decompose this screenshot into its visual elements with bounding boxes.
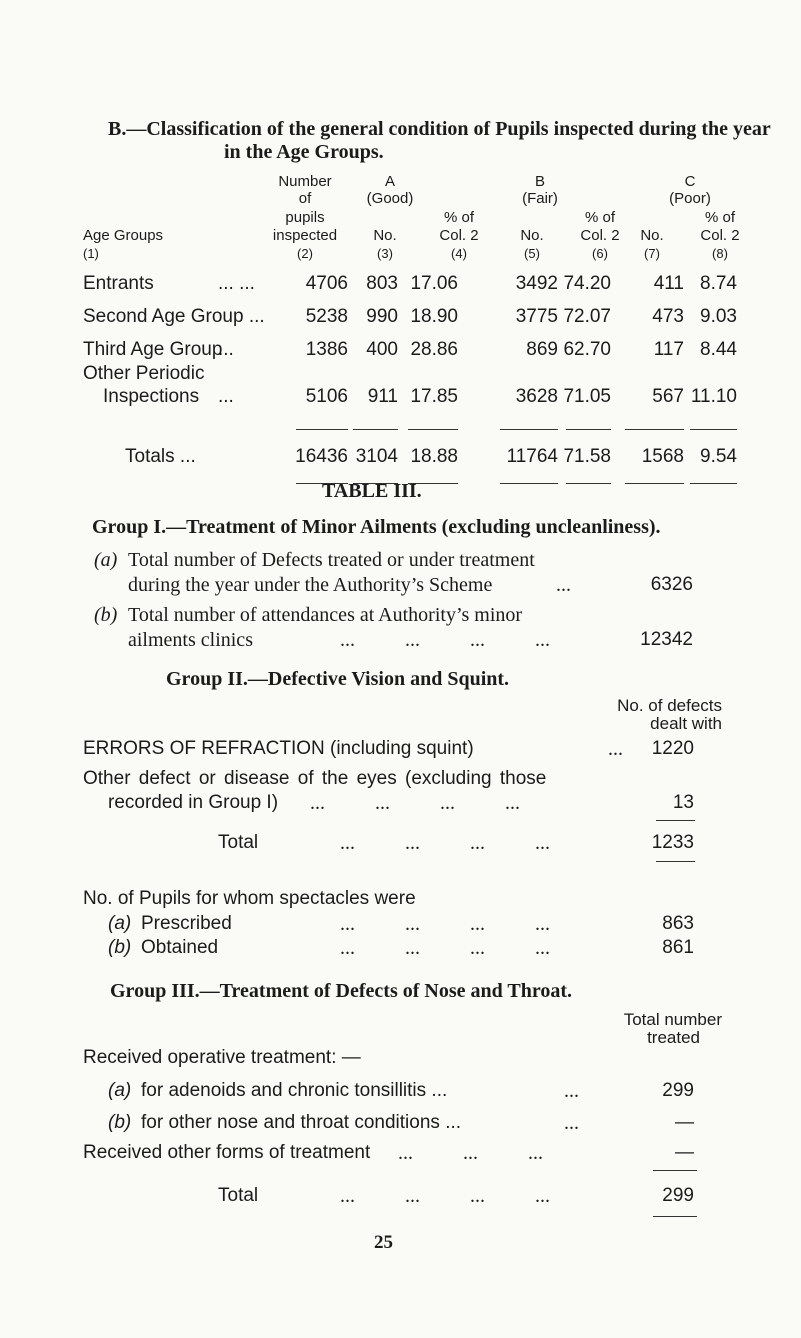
rule-above-totals (353, 429, 398, 430)
table-cell: 28.86 (410, 339, 458, 360)
table-cell: 117 (653, 339, 684, 360)
group2-other-dots: ... ... ... ... (310, 792, 520, 814)
table-cell: 3628 (515, 386, 558, 407)
table-cell: 4706 (305, 273, 348, 294)
header-b-pct-l1: % of (584, 209, 615, 226)
group2-total-dots: ... ... ... ... (340, 832, 550, 854)
group3-adenoids-label: for adenoids and chronic tonsillitis ... (141, 1080, 448, 1101)
header-col7: (7) (644, 246, 660, 261)
group2-obtained-label: Obtained (141, 937, 219, 958)
group3-total-dots: ... ... ... ... (340, 1185, 550, 1207)
group2-prescribed-dots: ... ... ... ... (340, 913, 550, 935)
table-cell: 18.90 (410, 306, 458, 327)
totals-cell: 71.58 (563, 446, 611, 467)
group3-heading: Group III.—Treatment of Defects of Nose and Throat. (110, 980, 573, 1002)
header-a-no: No. (373, 227, 397, 244)
group3-col-header-l1: Total number (623, 1010, 722, 1029)
header-age-groups-num: (1) (83, 246, 99, 261)
totals-label: Totals ... (125, 446, 196, 467)
group3-total-value: 299 (662, 1185, 694, 1206)
group2-other-line1: Other defect or disease of the eyes (excluding those (83, 768, 547, 789)
header-a-pct-l2: Col. 2 (439, 227, 479, 244)
group3-other-value: — (675, 1112, 694, 1133)
header-c-l1: C (684, 173, 696, 190)
header-b-l1: B (534, 173, 545, 190)
group1-b-marker: (b) (94, 604, 118, 626)
table-cell: 869 (526, 339, 558, 360)
group3-received-operative: Received operative treatment: — (83, 1047, 361, 1068)
table-cell: 17.85 (410, 386, 458, 407)
header-c-pct-l2: Col. 2 (700, 227, 740, 244)
row-dots: ... (218, 339, 234, 360)
group3-other-marker: (b) (108, 1112, 132, 1133)
table-cell: 1386 (305, 339, 348, 360)
group2-prescribed-marker: (a) (108, 913, 132, 934)
row-label: Third Age Group (83, 339, 223, 360)
totals-cell: 16436 (295, 446, 348, 467)
group1-a-line2: during the year under the Authority’s Scheme (128, 574, 493, 596)
group3-other-label: for other nose and throat conditions ... (141, 1112, 462, 1133)
header-number-l2: of (298, 190, 312, 207)
header-col5: (5) (524, 246, 540, 261)
table-cell: 9.03 (700, 306, 737, 327)
group2-col-header-l2: dealt with (650, 714, 722, 733)
totals-cell: 1568 (641, 446, 684, 467)
group3-total-rule (653, 1216, 697, 1217)
table-cell: 71.05 (563, 386, 611, 407)
group2-total-value: 1233 (651, 832, 694, 853)
row-label: Other Periodic (83, 363, 205, 384)
rule-above-totals (690, 429, 737, 430)
rule-below-totals (566, 483, 611, 484)
header-c-no: No. (640, 227, 664, 244)
group2-heading: Group II.—Defective Vision and Squint. (166, 668, 510, 690)
rule-above-totals (296, 429, 348, 430)
group2-other-line2: recorded in Group I) (108, 792, 279, 813)
header-number-num: (2) (297, 246, 313, 261)
page-number: 25 (374, 1232, 393, 1253)
header-col6: (6) (592, 246, 608, 261)
table-cell: 72.07 (563, 306, 611, 327)
group3-total-label: Total (218, 1185, 259, 1206)
group1-b-value: 12342 (640, 629, 693, 650)
rule-above-totals (500, 429, 558, 430)
group2-obtained-marker: (b) (108, 937, 132, 958)
header-b-pct-l2: Col. 2 (580, 227, 620, 244)
header-number-l4: inspected (272, 227, 338, 244)
group2-spectacles-heading: No. of Pupils for whom spectacles were (83, 888, 416, 909)
section-b-title-line1: B.—Classification of the general condition of Pupils inspected during the year (108, 118, 771, 140)
rule-above-totals (408, 429, 458, 430)
rule-below-totals (500, 483, 558, 484)
header-col3: (3) (377, 246, 393, 261)
header-c-pct-l1: % of (704, 209, 735, 226)
group1-b-dots: ... ... ... ... (340, 629, 550, 651)
group2-obtained-value: 861 (662, 937, 694, 958)
group1-b-line2: ailments clinics (128, 629, 253, 651)
table-cell: 400 (366, 339, 398, 360)
rule-above-totals (625, 429, 684, 430)
row-dots: ... (218, 386, 234, 407)
group2-col-header-l1: No. of defects (617, 696, 722, 715)
header-c-l2: (Poor) (669, 190, 711, 207)
table-cell: 3775 (515, 306, 558, 327)
totals-cell: 11764 (506, 446, 558, 467)
table-cell: 990 (366, 306, 398, 327)
rule-below-totals (625, 483, 684, 484)
header-number-l1: Number (278, 173, 332, 190)
table-cell: 8.74 (700, 273, 737, 294)
rule-above-totals (566, 429, 611, 430)
group1-a-value: 6326 (650, 574, 693, 595)
totals-cell: 3104 (355, 446, 398, 467)
group3-other-dots: ... (564, 1112, 579, 1134)
table-cell: 8.44 (700, 339, 737, 360)
group1-a-dots: ... (556, 574, 571, 596)
table-cell: 411 (653, 273, 684, 294)
header-a-pct-l1: % of (443, 209, 474, 226)
row-label-line2: Inspections (103, 386, 200, 407)
group3-adenoids-dots: ... (564, 1080, 579, 1102)
totals-cell: 18.88 (410, 446, 458, 467)
group2-errors-value: 1220 (651, 738, 694, 759)
group2-prescribed-label: Prescribed (141, 913, 232, 934)
group3-subtotal-rule (653, 1170, 697, 1171)
group2-other-value: 13 (672, 792, 694, 813)
table-iii-title: TABLE III. (322, 480, 422, 502)
group2-errors-dots: ... (608, 738, 623, 760)
table-cell: 5238 (305, 306, 348, 327)
group2-errors-label: ERRORS OF REFRACTION (including squint) (83, 738, 474, 759)
group3-col-header-l2: treated (647, 1028, 700, 1047)
group1-heading: Group I.—Treatment of Minor Ailments (excluding uncleanliness). (92, 516, 661, 538)
header-a-l1: A (384, 173, 395, 190)
group3-other-forms-dots: ... ... ... (398, 1142, 543, 1164)
group3-other-forms-label: Received other forms of treatment (83, 1142, 371, 1163)
group3-other-forms-value: — (675, 1142, 694, 1163)
table-cell: 803 (366, 273, 398, 294)
table-cell: 5106 (305, 386, 348, 407)
header-age-groups: Age Groups (83, 227, 164, 244)
group2-total-rule (656, 861, 695, 862)
header-b-no: No. (520, 227, 544, 244)
header-col8: (8) (712, 246, 728, 261)
rule-below-totals (690, 483, 737, 484)
row-label: Second Age Group ... (83, 306, 265, 327)
group1-a-marker: (a) (94, 549, 118, 571)
totals-cell: 9.54 (700, 446, 737, 467)
table-cell: 911 (367, 386, 398, 407)
header-number-l3: pupils (285, 209, 325, 226)
group3-adenoids-marker: (a) (108, 1080, 132, 1101)
table-cell: 62.70 (563, 339, 611, 360)
header-a-l2: (Good) (366, 190, 414, 207)
group2-subtotal-rule (656, 820, 695, 821)
table-cell: 11.10 (690, 386, 737, 407)
table-cell: 3492 (515, 273, 558, 294)
header-b-l2: (Fair) (522, 190, 558, 207)
table-cell: 17.06 (410, 273, 458, 294)
group3-adenoids-value: 299 (662, 1080, 694, 1101)
table-cell: 74.20 (563, 273, 611, 294)
table-cell: 567 (652, 386, 684, 407)
group1-b-line1: Total number of attendances at Authority’s minor (128, 604, 523, 626)
section-b-title-line2: in the Age Groups. (224, 141, 384, 163)
header-col4: (4) (451, 246, 467, 261)
group2-obtained-dots: ... ... ... ... (340, 937, 550, 959)
group2-total-label: Total (218, 832, 259, 853)
row-label: Entrants (83, 273, 154, 294)
group1-a-line1: Total number of Defects treated or under treatment (128, 549, 535, 571)
table-cell: 473 (652, 306, 684, 327)
group2-prescribed-value: 863 (662, 913, 694, 934)
row-dots: ... ... (218, 273, 255, 294)
